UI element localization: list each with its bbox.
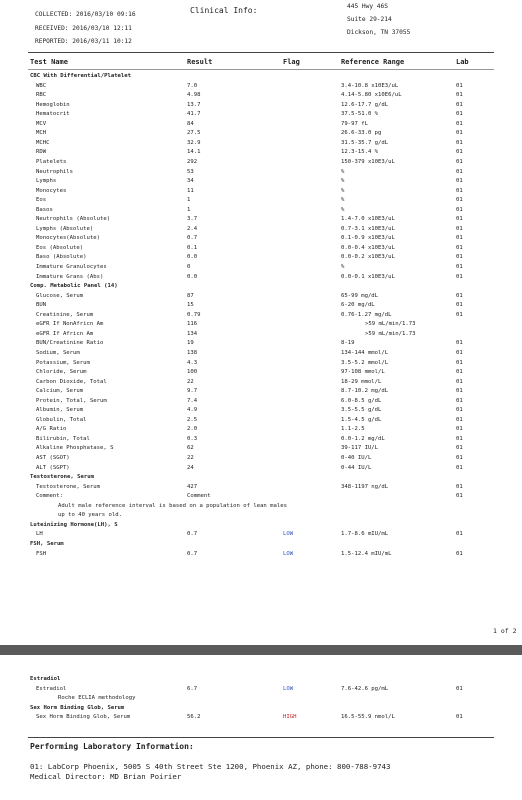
test-name: Hemoglobin <box>36 101 70 108</box>
table-row <box>0 148 522 158</box>
test-result: 19 <box>187 340 194 347</box>
test-name: Hematocrit <box>36 111 70 118</box>
reference-range: 3.4-10.8 x10E3/uL <box>341 82 399 89</box>
test-result: 0.0 <box>187 254 198 261</box>
reference-range: 3.5-5.2 mmol/L <box>341 359 389 366</box>
test-name: Immature Grans (Abs) <box>36 273 104 280</box>
table-row <box>0 713 522 723</box>
lab-code: 01 <box>456 111 463 118</box>
table-row <box>0 435 522 445</box>
reference-range: 6-20 mg/dL <box>341 302 375 309</box>
lab-code: 01 <box>456 168 463 175</box>
test-result: 22 <box>187 378 194 385</box>
lab-code: 01 <box>456 426 463 433</box>
table-row <box>0 82 522 92</box>
reported-date: REPORTED: 2016/03/11 10:12 <box>35 38 132 45</box>
lab-code: 01 <box>456 158 463 165</box>
page-separator <box>0 645 522 655</box>
test-result: 22 <box>187 455 194 461</box>
test-result: 0.1 <box>187 244 198 251</box>
medical-director: Medical Director: MD Brian Poirier <box>30 772 182 781</box>
section-title: Testosterone, Serum <box>30 474 94 481</box>
table-row <box>0 444 522 454</box>
test-result: 0.7 <box>187 531 198 538</box>
table-row <box>0 177 522 187</box>
lab-code: 01 <box>456 550 463 557</box>
reference-range: 12.3-15.4 % <box>341 149 379 156</box>
reference-range: 150-379 x10E3/uL <box>341 158 395 165</box>
reference-range: 1.5-12.4 mIU/mL <box>341 550 392 557</box>
collected-date: COLLECTED: 2016/03/10 09:16 <box>35 11 136 18</box>
lab-code: 01 <box>456 273 463 280</box>
result-flag: LOW <box>283 531 294 538</box>
test-name: BUN/Creatinine Ratio <box>36 340 104 347</box>
test-result: 1 <box>187 206 191 213</box>
table-row <box>0 273 522 283</box>
lab-code: 01 <box>456 187 463 194</box>
test-name: Potassium, Serum <box>36 359 90 366</box>
table-row <box>0 320 522 330</box>
table-row <box>0 550 522 560</box>
lab-code: 01 <box>456 531 463 538</box>
test-result: 134 <box>187 330 198 337</box>
test-name: Calcium, Serum <box>36 388 84 395</box>
table-row <box>0 196 522 206</box>
test-result: 4.9 <box>187 407 198 414</box>
test-result: 0.7 <box>187 235 198 242</box>
lab-code: 01 <box>456 101 463 108</box>
lab-code: 01 <box>456 216 463 223</box>
table-row <box>0 253 522 263</box>
performing-lab-title: Performing Laboratory Information: <box>30 742 194 751</box>
lab-code: 01 <box>456 464 463 471</box>
table-row <box>0 292 522 302</box>
lab-code: 01 <box>456 254 463 261</box>
table-row <box>0 91 522 101</box>
lab-code: 01 <box>456 149 463 156</box>
method-note <box>0 694 522 704</box>
test-result: 13.7 <box>187 101 201 108</box>
address-line-2: Suite 29-214 <box>347 16 392 23</box>
test-result: Comment <box>187 493 211 500</box>
reference-range: % <box>341 168 345 175</box>
test-result: 0.3 <box>187 435 198 442</box>
table-row <box>0 120 522 130</box>
reference-range: 134-144 mmol/L <box>341 349 389 356</box>
test-result: 6.7 <box>187 685 198 692</box>
table-row <box>0 129 522 139</box>
reference-range: 79-97 fL <box>341 120 368 127</box>
comment-text: up to 40 years old. <box>58 512 122 519</box>
comment-note <box>0 502 522 512</box>
lab-code: 01 <box>456 82 463 89</box>
test-result: 7.0 <box>187 82 198 89</box>
section-header <box>0 675 522 685</box>
table-row <box>0 234 522 244</box>
test-result: 34 <box>187 178 194 185</box>
test-name: Globulin, Total <box>36 416 87 423</box>
test-name: Monocytes(Absolute) <box>36 235 100 242</box>
lab-code: 01 <box>456 244 463 251</box>
table-row <box>0 301 522 311</box>
table-row <box>0 378 522 388</box>
test-name: Monocytes <box>36 187 67 194</box>
table-row <box>0 397 522 407</box>
performing-lab-address: 01: LabCorp Phoenix, 5005 S 40th Street Ste 1200, Phoenix AZ, phone: 800-788-9743 <box>30 762 391 771</box>
received-date: RECEIVED: 2016/03/10 12:11 <box>35 25 132 32</box>
test-result: 100 <box>187 369 198 376</box>
reference-range: 7.6-42.6 pg/mL <box>341 685 389 692</box>
test-result: 0.0 <box>187 273 198 280</box>
test-name: Lymphs <box>36 178 57 185</box>
reference-range: 39-117 IU/L <box>341 445 379 452</box>
lab-code: 01 <box>456 369 463 376</box>
lab-code: 01 <box>456 435 463 442</box>
table-row <box>0 139 522 149</box>
table-row <box>0 359 522 369</box>
lab-code: 01 <box>456 388 463 395</box>
test-name: Lymphs (Absolute) <box>36 225 94 232</box>
test-name: Eos <box>36 197 47 204</box>
test-result: 2.5 <box>187 416 198 423</box>
test-result: 0.7 <box>187 550 198 557</box>
comment-note <box>0 511 522 521</box>
reference-range: 31.5-35.7 g/dL <box>341 139 389 146</box>
result-flag: HIGH <box>283 714 297 721</box>
test-result: 292 <box>187 158 198 165</box>
table-row <box>0 311 522 321</box>
test-name: Comment: <box>36 493 63 500</box>
test-name: Neutrophils (Absolute) <box>36 216 111 223</box>
test-result: 15 <box>187 302 194 309</box>
test-name: A/G Ratio <box>36 426 67 433</box>
reference-range: 37.5-51.0 % <box>341 111 379 118</box>
table-row <box>0 387 522 397</box>
test-result: 0 <box>187 264 191 270</box>
reference-range: 3.5-5.5 g/dL <box>341 407 382 414</box>
table-row <box>0 349 522 359</box>
table-row <box>0 492 522 502</box>
lab-code: 01 <box>456 120 463 127</box>
test-name: BUN <box>36 302 47 309</box>
test-name: Creatinine, Serum <box>36 311 94 318</box>
table-row <box>0 425 522 435</box>
test-name: Testosterone, Serum <box>36 483 100 490</box>
lab-code: 01 <box>456 416 463 423</box>
result-flag: LOW <box>283 550 294 557</box>
test-result: 4.3 <box>187 359 198 366</box>
table-row <box>0 101 522 111</box>
test-name: Carbon Dioxide, Total <box>36 378 107 385</box>
reference-range: 1.7-8.6 mIU/mL <box>341 531 389 538</box>
test-name: Protein, Total, Serum <box>36 397 107 404</box>
test-result: 116 <box>187 321 198 328</box>
test-name: ALT (SGPT) <box>36 464 70 471</box>
table-row <box>0 330 522 340</box>
test-result: 2.0 <box>187 426 198 433</box>
test-result: 32.9 <box>187 139 201 146</box>
reference-range: 0.0-0.1 x10E3/uL <box>341 273 395 280</box>
reference-range: >59 mL/min/1.73 <box>365 330 416 337</box>
table-row <box>0 110 522 120</box>
reference-range: 0.0-1.2 mg/dL <box>341 435 385 442</box>
lab-code: 01 <box>456 397 463 404</box>
reference-range: % <box>341 178 345 185</box>
reference-range: % <box>341 187 345 194</box>
lab-code: 01 <box>456 302 463 309</box>
test-name: MCHC <box>36 139 50 146</box>
reference-range: 0-44 IU/L <box>341 464 372 471</box>
test-name: Immature Granulocytes <box>36 264 107 270</box>
test-name: Platelets <box>36 158 67 165</box>
section-title: Luteinizing Hormone(LH), S <box>30 521 118 528</box>
test-result: 56.2 <box>187 714 201 721</box>
table-row <box>0 685 522 695</box>
column-header-rule <box>28 69 494 70</box>
lab-code: 01 <box>456 235 463 242</box>
lab-code: 01 <box>456 378 463 385</box>
lab-code: 01 <box>456 311 463 318</box>
table-row <box>0 206 522 216</box>
test-result: 87 <box>187 292 194 299</box>
lab-code: 01 <box>456 92 463 99</box>
test-result: 53 <box>187 168 194 175</box>
lab-code: 01 <box>456 178 463 185</box>
test-name: Glucose, Serum <box>36 292 84 299</box>
reference-range: 1.4-7.0 x10E3/uL <box>341 216 395 223</box>
result-flag: LOW <box>283 685 294 692</box>
table-row <box>0 168 522 178</box>
section-title: Estradiol <box>30 676 61 682</box>
section-title: Sex Horm Binding Glob, Serum <box>30 704 125 711</box>
reference-range: 1.5-4.5 g/dL <box>341 416 382 423</box>
reference-range: 65-99 mg/dL <box>341 292 379 299</box>
test-result: 0.79 <box>187 311 201 318</box>
col-reference-range: Reference Range <box>341 58 405 66</box>
reference-range: % <box>341 206 345 213</box>
lab-code: 01 <box>456 349 463 356</box>
test-name: Alkaline Phosphatase, S <box>36 445 114 452</box>
test-result: 7.4 <box>187 397 198 404</box>
section-header <box>0 72 522 82</box>
table-row <box>0 464 522 474</box>
test-name: FSH <box>36 550 47 557</box>
reference-range: 0.0-0.2 x10E3/uL <box>341 254 395 261</box>
section-header <box>0 540 522 550</box>
lab-code: 01 <box>456 455 463 461</box>
report-page-2 <box>0 655 522 800</box>
table-row <box>0 215 522 225</box>
table-row <box>0 368 522 378</box>
test-name: Basos <box>36 206 53 213</box>
test-name: RBC <box>36 92 47 99</box>
reference-range: 97-108 mmol/L <box>341 369 385 376</box>
reference-range: >59 mL/min/1.73 <box>365 321 416 328</box>
table-row <box>0 530 522 540</box>
lab-code: 01 <box>456 139 463 146</box>
table-row <box>0 263 522 273</box>
comment-text: Adult male reference interval is based on a population of lean males <box>58 502 288 509</box>
address-line-3: Dickson, TN 37055 <box>347 29 411 36</box>
lab-code: 01 <box>456 225 463 232</box>
reference-range: 18-29 mmol/L <box>341 378 382 385</box>
col-lab: Lab <box>456 58 469 66</box>
lab-code: 01 <box>456 292 463 299</box>
test-result: 11 <box>187 187 194 194</box>
reference-range: 0.0-0.4 x10E3/uL <box>341 244 395 251</box>
section-header <box>0 473 522 483</box>
test-name: WBC <box>36 82 47 89</box>
test-result: 14.1 <box>187 149 201 156</box>
section-title: Comp. Metabolic Panel (14) <box>30 283 118 290</box>
table-row <box>0 454 522 464</box>
test-name: LH <box>36 531 43 538</box>
test-result: 27.5 <box>187 130 201 137</box>
reference-range: 348-1197 ng/dL <box>341 483 389 490</box>
test-result: 2.4 <box>187 225 198 232</box>
test-name: Neutrophils <box>36 168 74 175</box>
table-row <box>0 483 522 493</box>
test-result: 1 <box>187 197 191 204</box>
reference-range: 8-19 <box>341 340 355 347</box>
reference-range: % <box>341 264 345 270</box>
section-header <box>0 521 522 531</box>
table-row <box>0 187 522 197</box>
table-row <box>0 416 522 426</box>
test-name: RDW <box>36 149 47 156</box>
lab-code: 01 <box>456 714 463 721</box>
table-row <box>0 406 522 416</box>
test-result: 4.98 <box>187 92 201 99</box>
test-result: 62 <box>187 445 194 452</box>
page-number: 1 of 2 <box>493 627 517 635</box>
clinical-info-label: Clinical Info: <box>190 6 258 15</box>
test-result: 41.7 <box>187 111 201 118</box>
test-name: Sodium, Serum <box>36 349 80 356</box>
section-title: FSH, Serum <box>30 540 64 547</box>
reference-range: 0.76-1.27 mg/dL <box>341 311 392 318</box>
test-name: Baso (Absolute) <box>36 254 87 261</box>
test-result: 9.7 <box>187 388 198 395</box>
table-row <box>0 225 522 235</box>
lab-code: 01 <box>456 130 463 137</box>
test-name: Estradiol <box>36 685 67 692</box>
reference-range: 1.1-2.5 <box>341 426 365 433</box>
test-name: Albumin, Serum <box>36 407 84 414</box>
address-line-1: 445 Hwy 46S <box>347 3 388 10</box>
reference-range: 0.1-0.9 x10E3/uL <box>341 235 395 242</box>
method-text: Roche ECLIA methodology <box>58 695 136 702</box>
section-header <box>0 282 522 292</box>
lab-code: 01 <box>456 493 463 500</box>
test-name: Eos (Absolute) <box>36 244 84 251</box>
col-result: Result <box>187 58 213 66</box>
lab-code: 01 <box>456 685 463 692</box>
table-row <box>0 244 522 254</box>
reference-range: % <box>341 197 345 204</box>
performing-rule <box>28 737 494 738</box>
reference-range: 0.7-3.1 x10E3/uL <box>341 225 395 232</box>
test-name: Sex Horm Binding Glob, Serum <box>36 714 131 721</box>
lab-code: 01 <box>456 197 463 204</box>
test-result: 84 <box>187 120 194 127</box>
reference-range: 16.5-55.9 nmol/L <box>341 714 395 721</box>
test-result: 427 <box>187 483 198 490</box>
test-result: 138 <box>187 349 198 356</box>
reference-range: 0-40 IU/L <box>341 455 372 461</box>
header-rule <box>28 52 494 53</box>
col-test-name: Test Name <box>30 58 68 66</box>
table-row <box>0 339 522 349</box>
test-name: MCV <box>36 120 47 127</box>
section-title: CBC With Differential/Platelet <box>30 73 132 79</box>
col-flag: Flag <box>283 58 300 66</box>
lab-code: 01 <box>456 359 463 366</box>
reference-range: 4.14-5.80 x10E6/uL <box>341 92 402 99</box>
lab-code: 01 <box>456 445 463 452</box>
reference-range: 12.6-17.7 g/dL <box>341 101 389 108</box>
lab-code: 01 <box>456 483 463 490</box>
test-name: eGFR If NonAfricn Am <box>36 321 104 328</box>
test-result: 24 <box>187 464 194 471</box>
reference-range: 6.0-8.5 g/dL <box>341 397 382 404</box>
test-result: 3.7 <box>187 216 198 223</box>
test-name: eGFR If Africn Am <box>36 330 94 337</box>
test-name: AST (SGOT) <box>36 455 70 461</box>
test-name: MCH <box>36 130 47 137</box>
reference-range: 26.6-33.0 pg <box>341 130 382 137</box>
lab-code: 01 <box>456 206 463 213</box>
lab-code: 01 <box>456 264 463 270</box>
test-name: Bilirubin, Total <box>36 435 90 442</box>
section-header <box>0 704 522 714</box>
lab-code: 01 <box>456 340 463 347</box>
test-name: Chloride, Serum <box>36 369 87 376</box>
reference-range: 8.7-10.2 mg/dL <box>341 388 389 395</box>
table-row <box>0 158 522 168</box>
lab-code: 01 <box>456 407 463 414</box>
